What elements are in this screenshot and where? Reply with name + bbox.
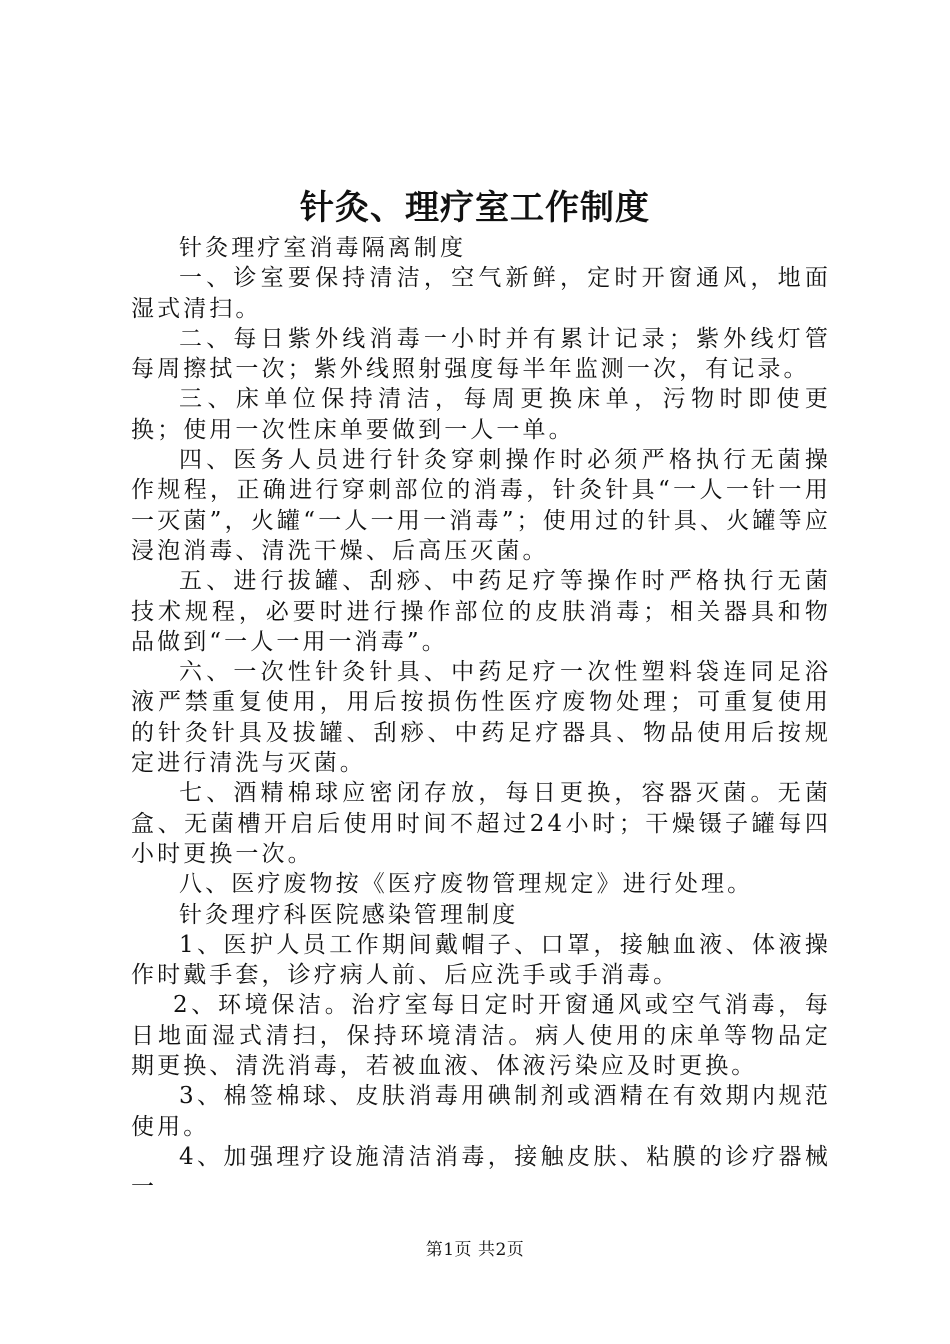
paragraph-item-4: 四、医务人员进行针灸穿刺操作时必须严格执行无菌操作规程，正确进行穿刺部位的消毒，针灸针具“一人一针一用一灭菌”，火罐“一人一用一消毒”；使用过的针具、火罐等应浸泡消毒、清洗干燥、后高压灭菌。 [131,447,831,564]
section-heading-infection-control: 针灸理疗科医院感染管理制度 [179,901,519,928]
paragraph-rule-3: 3、棉签棉球、皮肤消毒用碘制剂或酒精在有效期内规范使用。 [131,1083,831,1140]
document-body [131,233,831,1203]
paragraph-rule-2: 2、环境保洁。治疗室每日定时开窗通风或空气消毒，每日地面湿式清扫，保持环境清洁。病人使用的床单等物品定期更换、清洗消毒，若被血液、体液污染应及时更换。 [131,992,831,1080]
page-number-footer: 第1页 共2页 [425,1240,525,1260]
paragraph-item-5: 五、进行拔罐、刮痧、中药足疗等操作时严格执行无菌技术规程，必要时进行操作部位的皮肤消毒；相关器具和物品做到“一人一用一消毒”。 [131,568,831,655]
paragraph-rule-1: 1、医护人员工作期间戴帽子、口罩，接触血液、体液操作时戴手套，诊疗病人前、后应洗手或手消毒。 [131,931,831,989]
paragraph-item-7: 七、酒精棉球应密闭存放，每日更换，容器灭菌。无菌盒、无菌槽开启后使用时间不超过24小时；干燥镊子罐每四小时更换一次。 [131,780,831,867]
paragraph-item-6: 六、一次性针灸针具、中药足疗一次性塑料袋连同足浴液严禁重复使用，用后按损伤性医疗废物处理；可重复使用的针灸针具及拔罐、刮痧、中药足疗器具、物品使用后按规定进行清洗与灭菌。 [131,659,831,777]
paragraph-item-1: 一、诊室要保持清洁，空气新鲜，定时开窗通风，地面湿式清扫。 [131,265,831,322]
paragraph-item-2: 二、每日紫外线消毒一小时并有累计记录；紫外线灯管每周擦拭一次；紫外线照射强度每半年监测一次，有记录。 [131,325,831,383]
document-title: 针灸、理疗室工作制度 [300,188,650,228]
paragraph-rule-4: 4、加强理疗设施清洁消毒，接触皮肤、粘膜的诊疗器械一 [131,1143,831,1201]
paragraph-item-8: 八、医疗废物按《医疗废物管理规定》进行处理。 [179,871,754,898]
section-heading-disinfection: 针灸理疗室消毒隔离制度 [179,235,467,261]
paragraph-item-3: 三、床单位保持清洁，每周更换床单，污物时即使更换；使用一次性床单要做到一人一单。 [131,386,831,443]
